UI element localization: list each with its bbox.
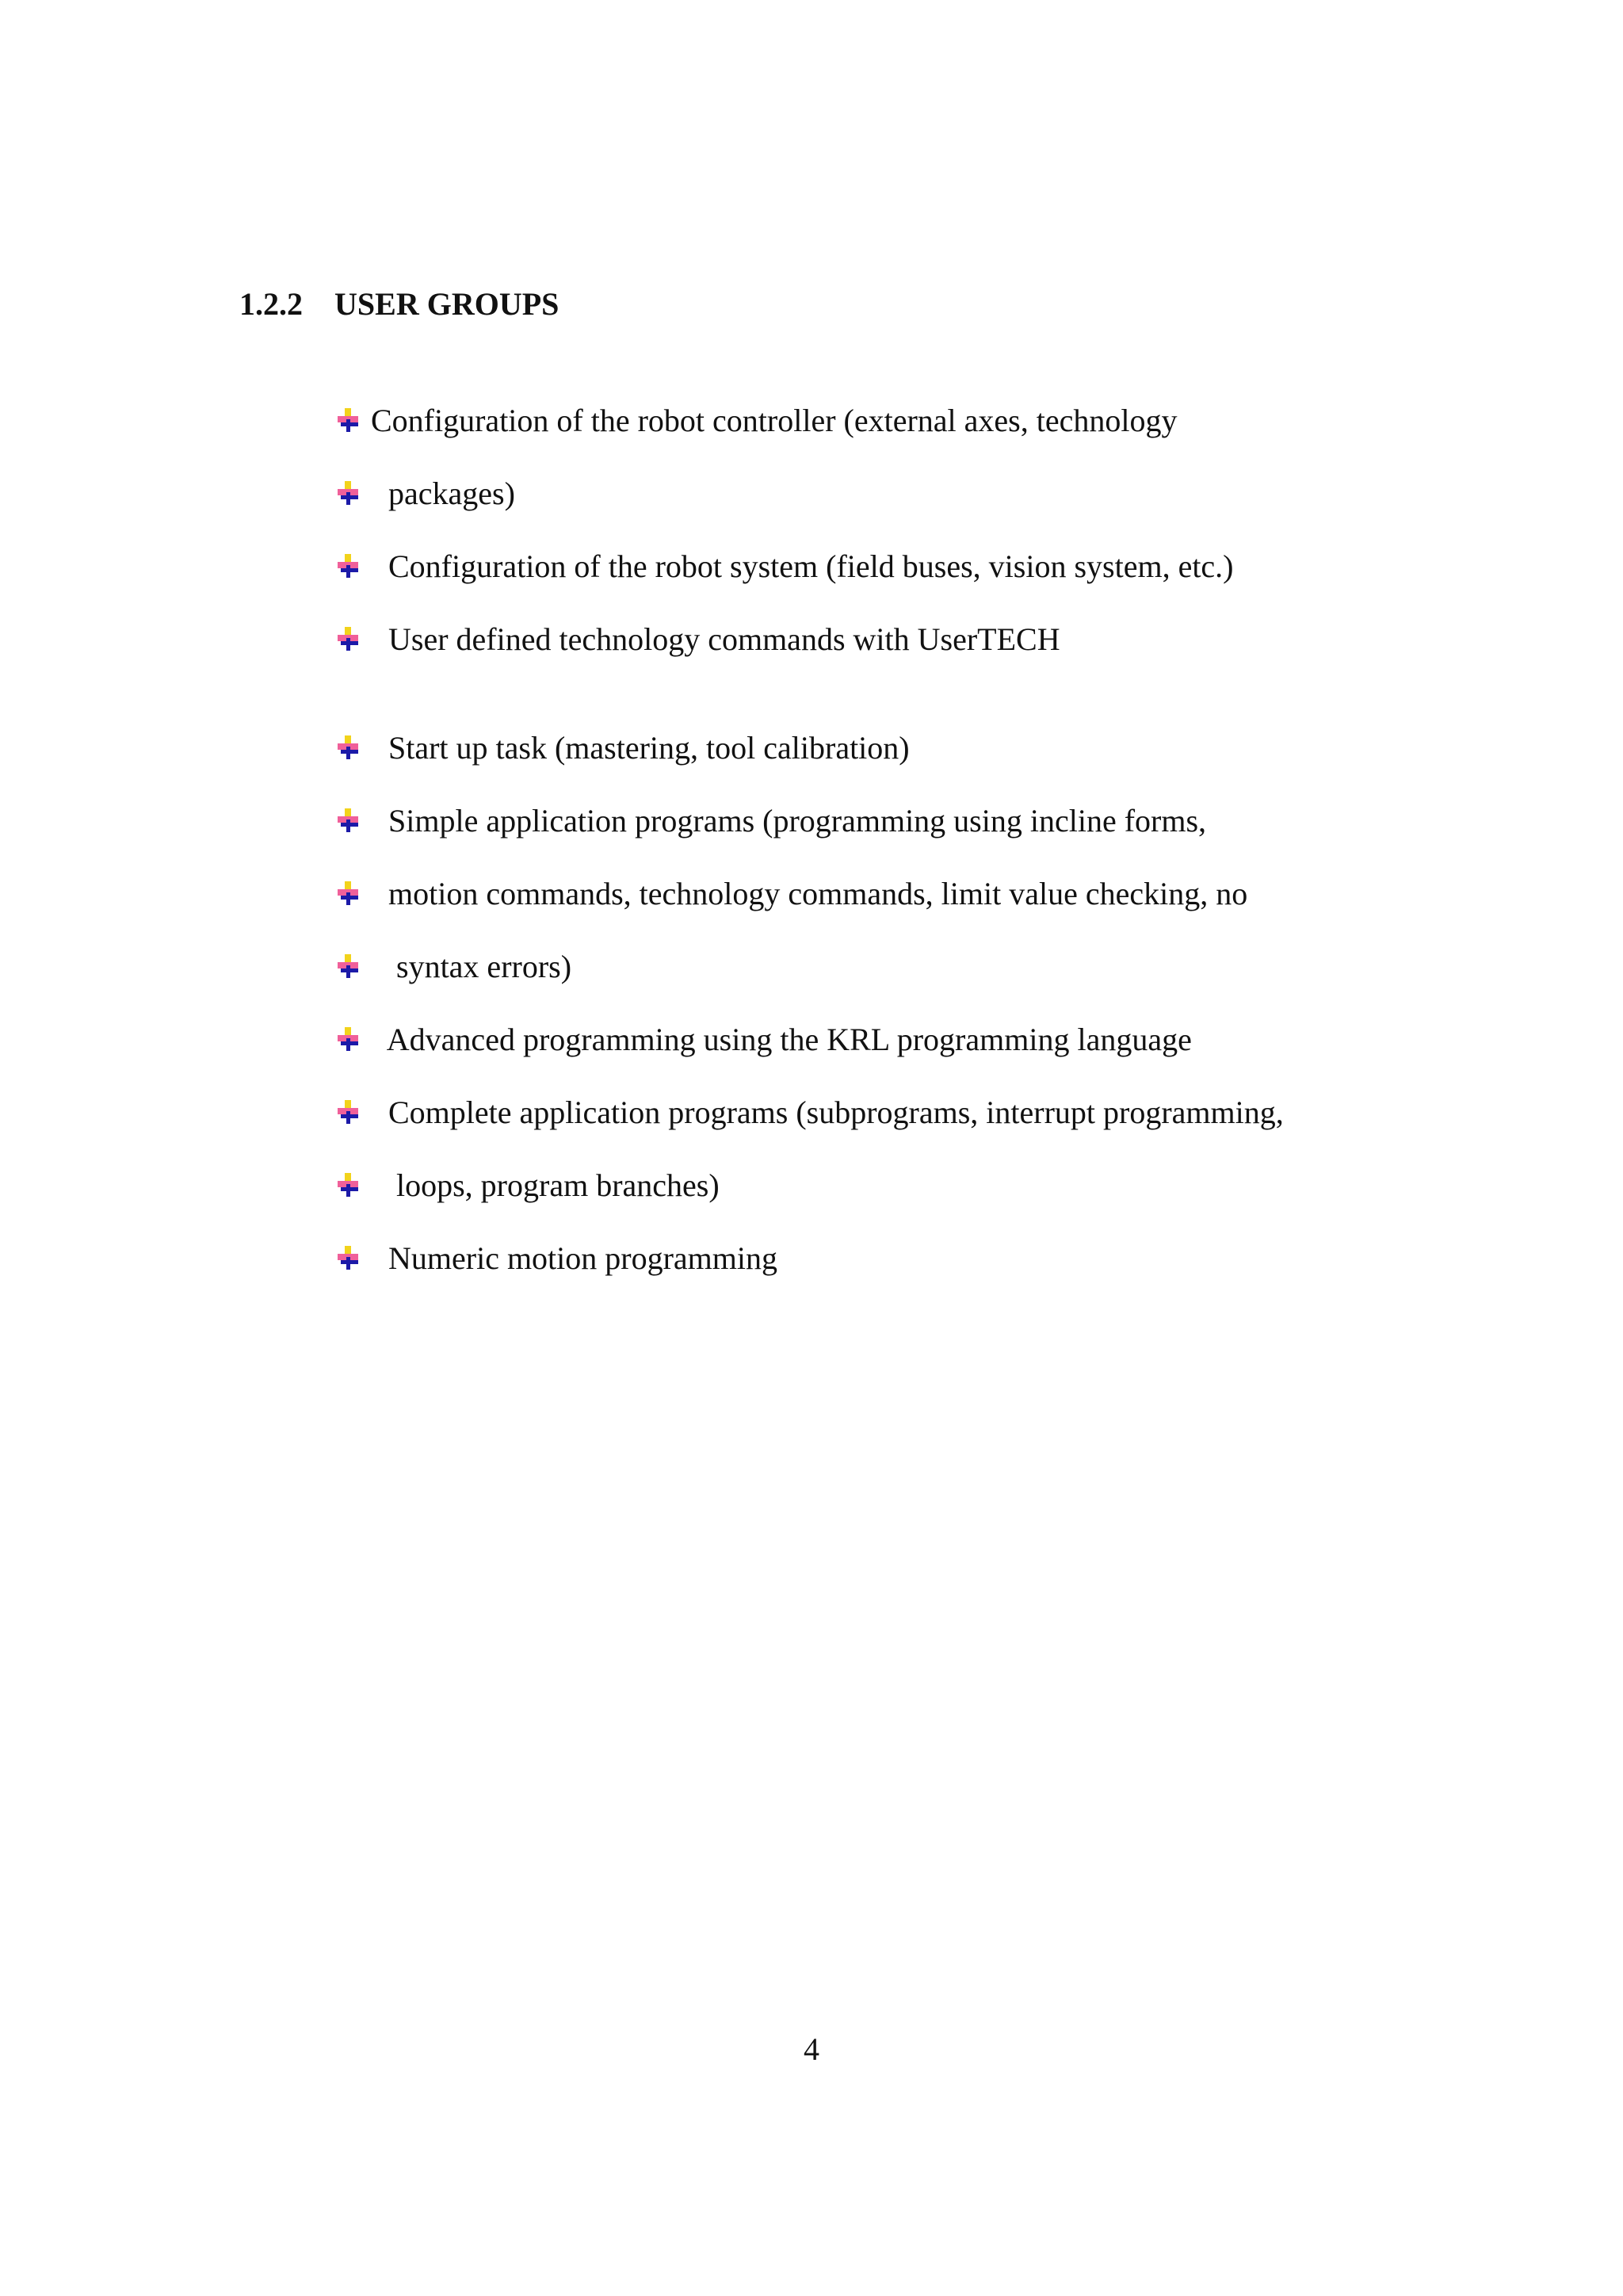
section-title: USER GROUPS (334, 286, 559, 322)
section-heading (239, 285, 559, 323)
plus-bullet-icon (334, 734, 361, 761)
plus-bullet-icon (334, 1098, 361, 1125)
plus-bullet-icon (334, 807, 361, 834)
plus-bullet-icon (334, 880, 361, 907)
list-item-text: Configuration of the robot controller (external axes, technology (371, 403, 1178, 438)
plus-bullet-icon (334, 552, 361, 579)
list-item-text: syntax errors) (380, 949, 572, 984)
list-item-text: packages) (380, 476, 515, 511)
section-number: 1.2.2 (239, 286, 303, 322)
plus-bullet-icon (334, 1171, 361, 1198)
list-item-text: Advanced programming using the KRL programming language (380, 1022, 1192, 1057)
list-item-text: User defined technology commands with UserTECH (380, 621, 1060, 657)
list-item-text: Numeric motion programming (380, 1240, 778, 1276)
plus-bullet-icon (334, 1026, 361, 1052)
list-item-text: Configuration of the robot system (field buses, vision system, etc.) (380, 548, 1234, 584)
plus-bullet-icon (334, 1244, 361, 1271)
list-item-text: motion commands, technology commands, limit value checking, no (380, 876, 1248, 911)
plus-bullet-icon (334, 625, 361, 652)
list-item-text: loops, program branches) (380, 1167, 720, 1203)
list-item-text: Start up task (mastering, tool calibration) (380, 730, 910, 766)
page-number: 4 (804, 2031, 819, 2067)
plus-bullet-icon (334, 953, 361, 980)
list-item-text: Simple application programs (programming using incline forms, (380, 803, 1207, 839)
plus-bullet-icon (334, 479, 361, 506)
plus-bullet-icon (334, 407, 361, 434)
list-item-text: Complete application programs (subprograms, interrupt programming, (380, 1095, 1284, 1130)
